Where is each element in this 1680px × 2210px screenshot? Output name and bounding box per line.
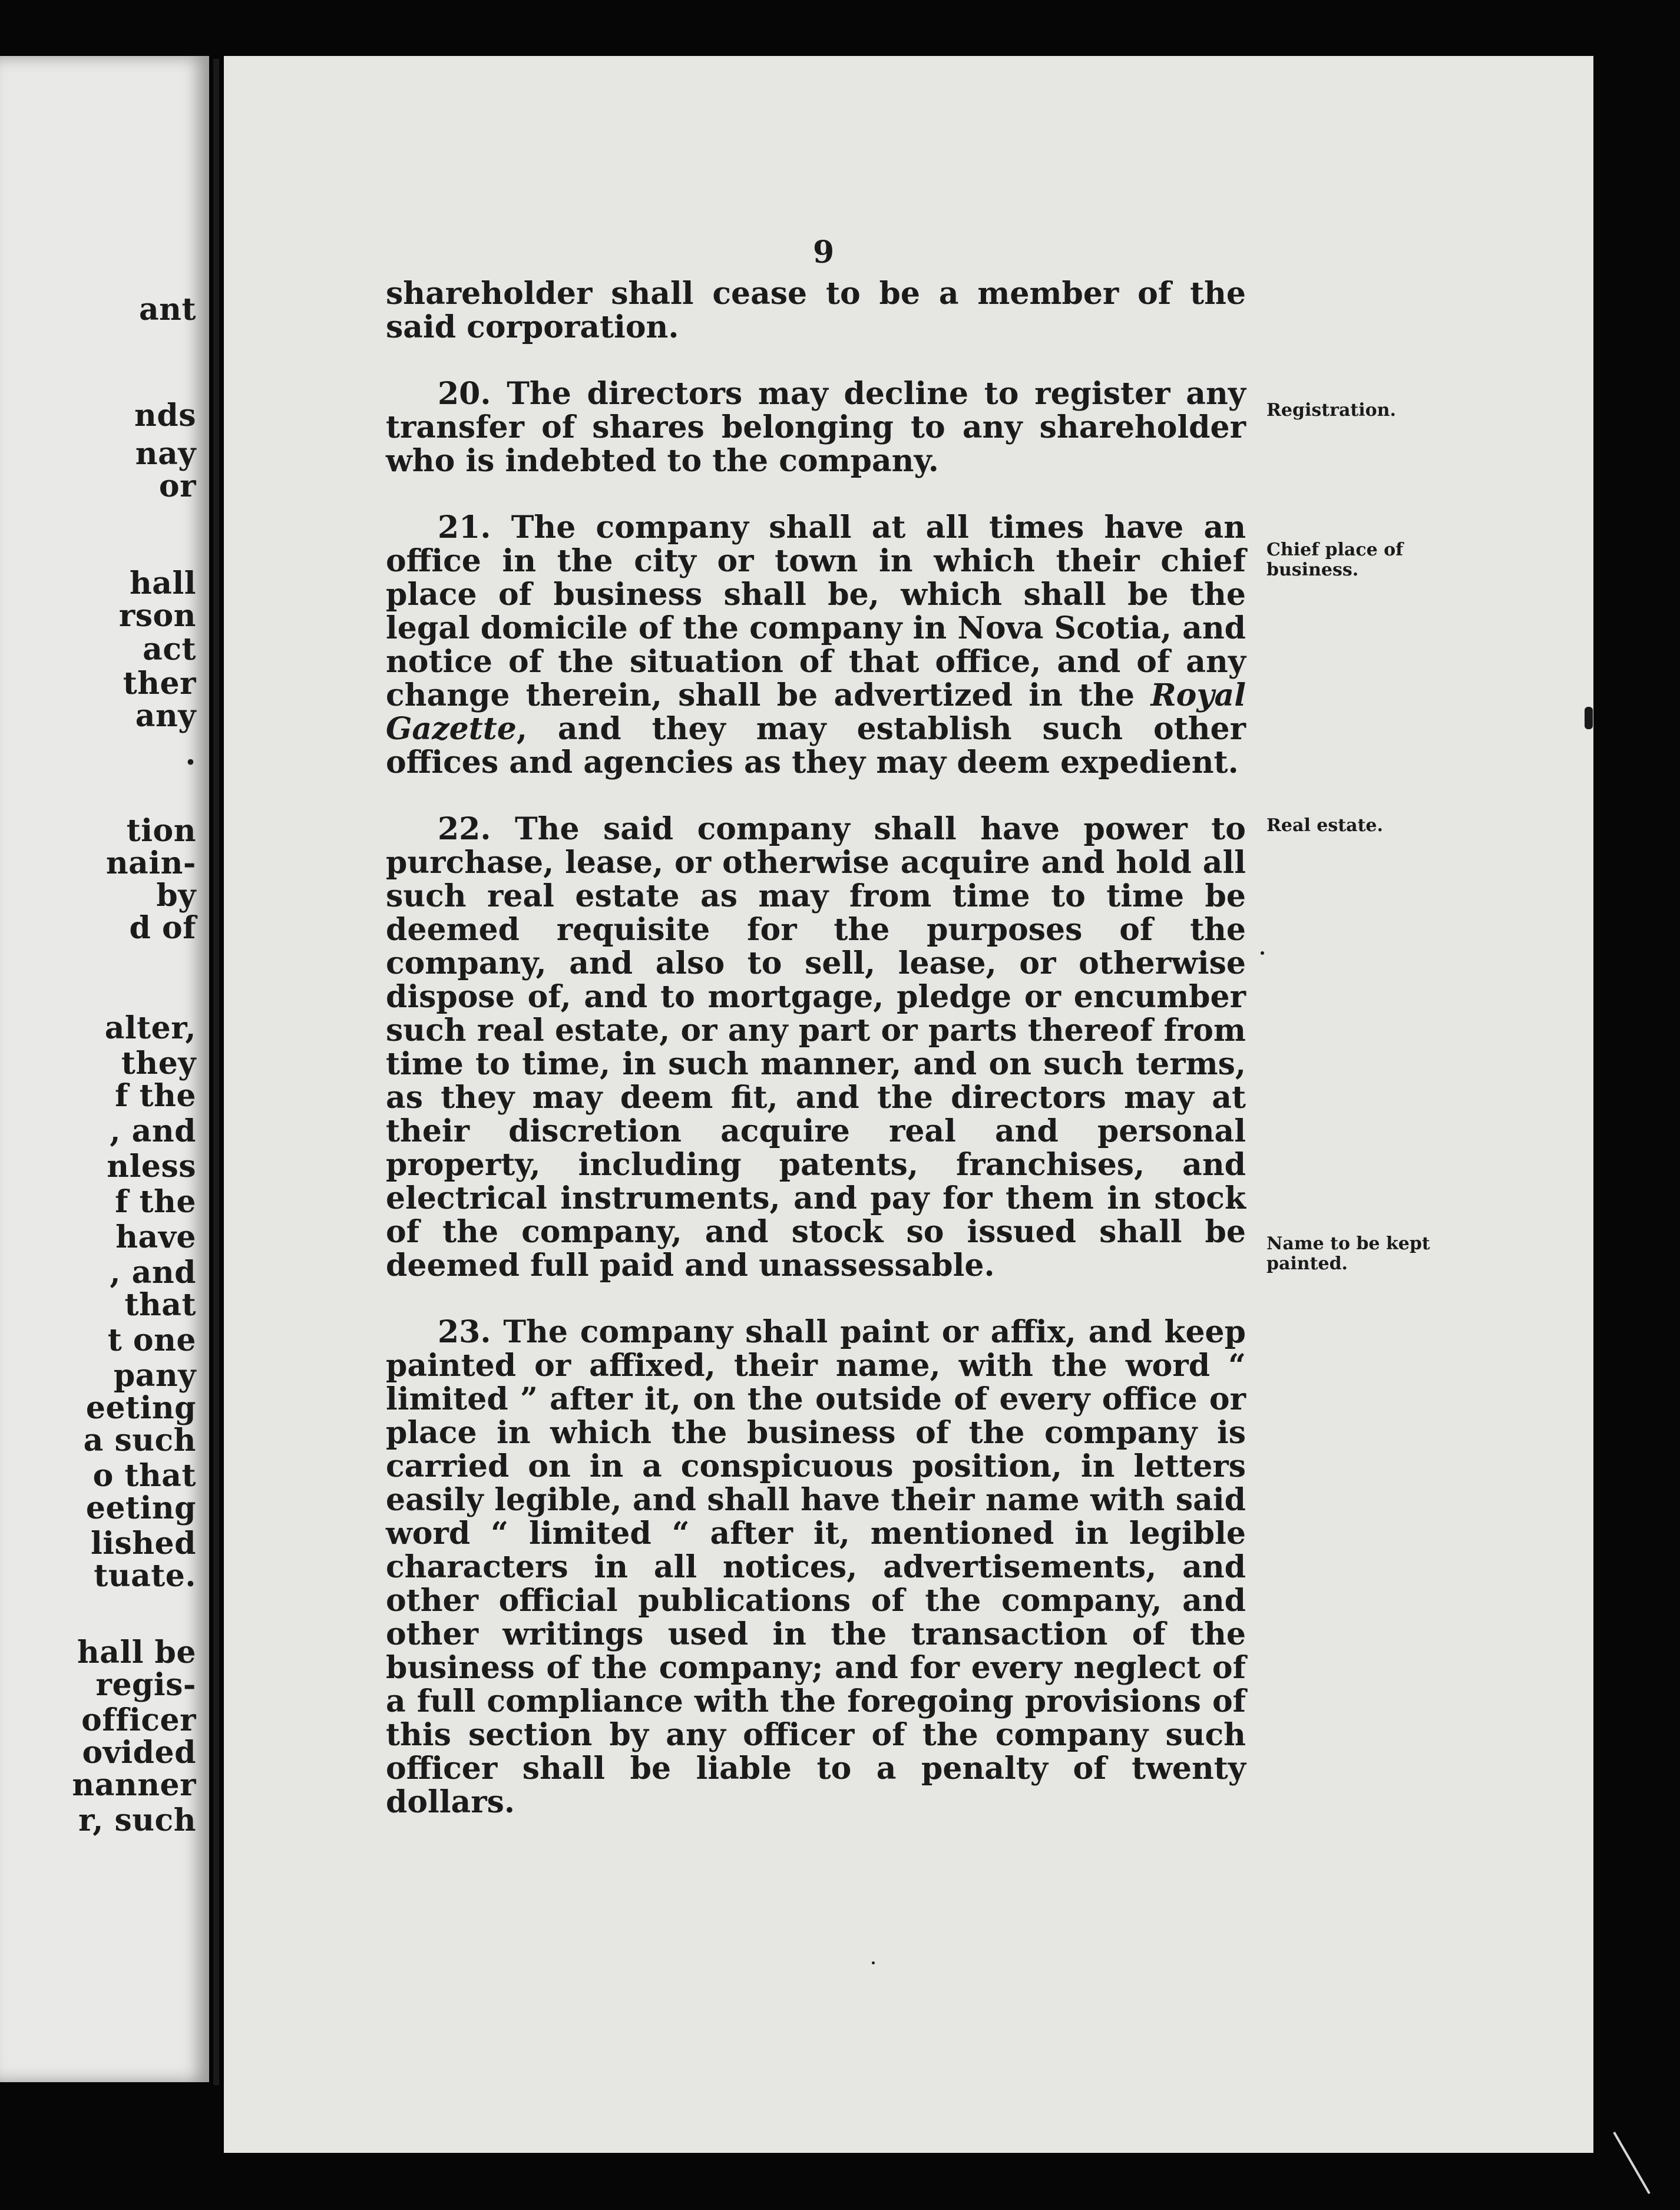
left-page-fragment: f the [115, 1078, 196, 1114]
left-page-fragment: nless [107, 1149, 196, 1185]
book-gutter [213, 59, 219, 2085]
scan-corner-mark [1613, 2132, 1650, 2194]
margin-note-registration: Registration. [1266, 400, 1396, 421]
left-page-fragment: tuate. [94, 1558, 196, 1594]
left-page-fragment: a such [83, 1422, 196, 1458]
section-text: The company shall paint or affix, and keep painted or affixed, their name, with the word “ limited ” after it, on the outside of every office or place in which the business of the company is carried on in a conspicuous position, in letters easily legible, and shall have their name with said word “ limited “ after it, mentioned in legible characters in all notices, advertisements, and other official publications of the company, and other writings used in the transaction of the business of the company; and for every neglect of a full compliance with the foregoing provisions of this section by any officer of the company such officer shall be liable to a penalty of twenty dollars. [386, 1314, 1246, 1820]
left-page-fragment: hall [129, 565, 196, 601]
print-speck [1261, 951, 1264, 955]
left-facing-page [0, 56, 209, 2082]
left-page-fragment: , and [110, 1255, 196, 1291]
left-page-fragment: pany [113, 1358, 196, 1394]
left-page-fragment: alter, [104, 1010, 196, 1046]
left-page-fragment: eeting [85, 1390, 196, 1426]
section-20 [386, 377, 1246, 478]
left-page-fragment: nds [134, 398, 196, 434]
section-23 [386, 1315, 1246, 1819]
left-page-fragment: have [115, 1219, 196, 1255]
left-page-fragment: officer [81, 1702, 196, 1738]
left-page-fragment: d of [129, 910, 196, 946]
left-page-fragment: hall be [77, 1635, 196, 1670]
page-number: 9 [813, 234, 835, 270]
edge-mark [1585, 707, 1593, 729]
print-speck [872, 1961, 875, 1964]
left-page-fragment: o that [92, 1458, 196, 1494]
left-page-fragment: ovided [82, 1735, 196, 1771]
section-number: 21. [438, 510, 491, 545]
section-text: The directors may decline to register any transfer of shares belonging to any shareholder who is indebted to the company. [386, 376, 1246, 479]
left-page-fragment: . [185, 736, 196, 772]
left-page-fragment: regis- [95, 1667, 196, 1703]
margin-note-name-painted: Name to be kept painted. [1266, 1233, 1430, 1274]
continuation-paragraph: shareholder shall cease to be a member of the said corporation. [386, 276, 1246, 345]
section-text-continued: , and they may establish such other offices and agencies as they may deem expedient. [386, 711, 1246, 780]
left-page-fragment: that [124, 1287, 196, 1323]
left-page-fragment: by [156, 878, 196, 914]
right-page [224, 56, 1593, 2153]
section-number: 20. [438, 376, 491, 412]
left-page-fragment: nain- [105, 845, 196, 881]
left-page-fragment: , and [110, 1113, 196, 1149]
page-body [386, 277, 1246, 1852]
left-page-fragment: or [158, 468, 196, 504]
left-page-fragment: ther [123, 666, 196, 702]
left-page-fragment: lished [90, 1526, 196, 1561]
left-page-fragment: eeting [85, 1490, 196, 1526]
section-22 [386, 812, 1246, 1282]
left-page-fragment: nay [135, 436, 196, 472]
gazette-title: Royal Gazette [386, 677, 1246, 747]
left-page-fragment: rson [118, 598, 196, 634]
left-page-fragment: f the [115, 1184, 196, 1220]
margin-note-chief-place: Chief place of business. [1266, 540, 1404, 580]
left-page-fragment: nanner [72, 1767, 196, 1803]
left-page-fragment: any [135, 698, 196, 734]
left-page-fragment: t one [107, 1322, 196, 1358]
section-text: The company shall at all times have an office in the city or town in which their chief place of business shall be, which shall be the legal domicile of the company in Nova Scotia, and notice of the situation of that office, and of any change therein, shall be advertized in the [386, 510, 1246, 713]
left-page-fragment: tion [126, 813, 196, 849]
left-page-fragment: they [121, 1046, 196, 1081]
section-number: 23. [438, 1314, 491, 1350]
section-21 [386, 511, 1246, 779]
section-number: 22. [438, 811, 491, 847]
left-page-fragment: ant [138, 292, 196, 327]
margin-note-real-estate: Real estate. [1266, 815, 1383, 836]
left-page-fragment: act [143, 631, 196, 667]
left-page-fragment: r, such [78, 1802, 196, 1838]
section-text: The said company shall have power to purchase, lease, or otherwise acquire and hold all such real estate as may from time to time be deemed requisite for the purposes of the company, and also to sell, lease, or otherwise dispose of, and to mortgage, pledge or encumber such real estate, or any part or parts thereof from time to time, in such manner, and on such terms, as they may deem fit, and the directors may at their discretion acquire real and personal property, including patents, franchises, and electrical instruments, and pay for them in stock of the company, and stock so issued shall be deemed full paid and unassessable. [386, 811, 1246, 1283]
